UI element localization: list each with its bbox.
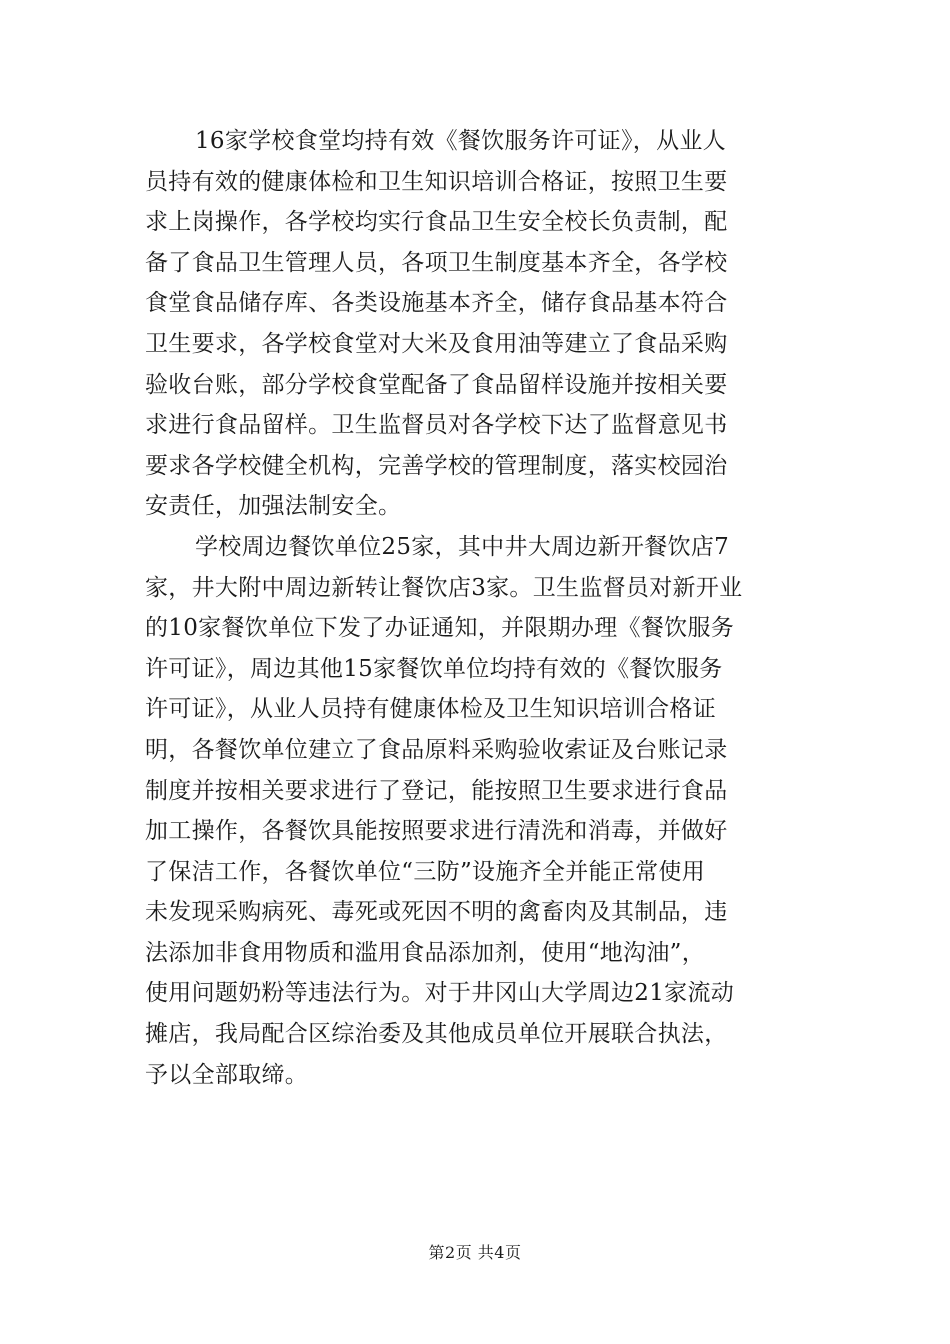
text-line: 安责任，加强法制安全。 bbox=[145, 493, 402, 520]
text-line: 的10家餐饮单位下发了办证通知，并限期办理《餐饮服务 bbox=[145, 615, 735, 642]
text-line: 加工操作，各餐饮具能按照要求进行清洗和消毒，并做好 bbox=[145, 818, 728, 845]
text-line: 备了食品卫生管理人员，各项卫生制度基本齐全，各学校 bbox=[145, 249, 728, 276]
text-line: 未发现采购病死、毒死或死因不明的禽畜肉及其制品，违 bbox=[145, 899, 728, 926]
text-line: 卫生要求，各学校食堂对大米及食用油等建立了食品采购 bbox=[145, 330, 728, 357]
text-line: 了保洁工作，各餐饮单位“三防”设施齐全并能正常使用 bbox=[145, 858, 706, 885]
text-line: 制度并按相关要求进行了登记，能按照卫生要求进行食品 bbox=[145, 777, 728, 804]
text-line: 求进行食品留样。卫生监督员对各学校下达了监督意见书 bbox=[145, 412, 728, 439]
text-line: 许可证》，从业人员持有健康体检及卫生知识培训合格证 bbox=[145, 696, 716, 723]
text-line: 求上岗操作，各学校均实行食品卫生安全校长负责制，配 bbox=[145, 209, 728, 236]
text-line: 验收台账，部分学校食堂配备了食品留样设施并按相关要 bbox=[145, 371, 728, 398]
text-line: 许可证》，周边其他15家餐饮单位均持有效的《餐饮服务 bbox=[145, 655, 723, 682]
text-line: 明，各餐饮单位建立了食品原料采购验收索证及台账记录 bbox=[145, 736, 728, 763]
text-line: 食堂食品储存库、各类设施基本齐全，储存食品基本符合 bbox=[145, 290, 728, 317]
text-line: 16家学校食堂均持有效《餐饮服务许可证》，从业人 bbox=[195, 128, 726, 154]
text-line: 使用问题奶粉等违法行为。对于井冈山大学周边21家流动 bbox=[145, 980, 735, 1007]
text-line: 员持有效的健康体检和卫生知识培训合格证，按照卫生要 bbox=[145, 168, 728, 195]
text-line: 予以全部取缔。 bbox=[145, 1061, 309, 1088]
text-line: 法添加非食用物质和滥用食品添加剂，使用“地沟油”， bbox=[145, 939, 706, 966]
text-line: 要求各学校健全机构，完善学校的管理制度，落实校园治 bbox=[145, 452, 728, 479]
paragraph-1 bbox=[145, 121, 807, 527]
page-footer: 第2页 共4页 bbox=[428, 1243, 522, 1262]
text-line: 学校周边餐饮单位25家，其中井大周边新开餐饮店7 bbox=[195, 533, 730, 560]
document-body bbox=[145, 121, 807, 1095]
text-line: 家，井大附中周边新转让餐饮店3家。卫生监督员对新开业 bbox=[145, 574, 743, 601]
paragraph-2 bbox=[145, 527, 807, 1095]
text-line: 摊店，我局配合区综治委及其他成员单位开展联合执法， bbox=[145, 1021, 728, 1048]
